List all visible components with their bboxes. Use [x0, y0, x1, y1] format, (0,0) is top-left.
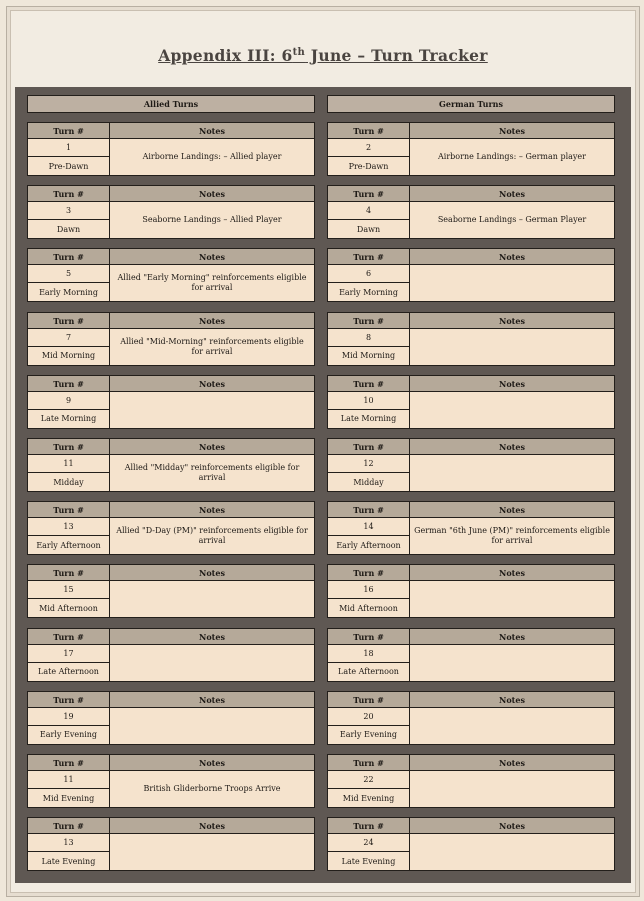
notes-header: Notes: [110, 692, 314, 708]
german-turn-panel: [327, 438, 615, 492]
turn-number-header: Turn #: [28, 755, 110, 771]
turn-notes: [410, 834, 614, 870]
turn-number: 3: [28, 202, 110, 220]
turn-notes: [110, 581, 314, 617]
turn-number: 24: [328, 834, 410, 852]
turn-number: 5: [28, 265, 110, 283]
turn-number: 16: [328, 581, 410, 599]
turn-number-header: Turn #: [328, 123, 410, 139]
turn-phase: Early Morning: [28, 283, 110, 301]
turn-number-header: Turn #: [28, 565, 110, 581]
turn-phase: Late Evening: [28, 852, 110, 870]
turn-number-header: Turn #: [28, 629, 110, 645]
turn-number: 17: [28, 645, 110, 663]
notes-header: Notes: [110, 123, 314, 139]
turn-phase: Mid Evening: [328, 789, 410, 807]
turn-number: 10: [328, 392, 410, 410]
notes-header: Notes: [110, 755, 314, 771]
turn-phase: Mid Afternoon: [328, 599, 410, 617]
turn-phase: Late Afternoon: [28, 663, 110, 681]
turn-notes: [110, 645, 314, 681]
notes-header: Notes: [410, 439, 614, 455]
turn-tracker-board: [15, 87, 631, 883]
turn-number: 13: [28, 518, 110, 536]
allied-turn-panel: [27, 185, 315, 239]
turn-number: 9: [28, 392, 110, 410]
turn-notes: Airborne Landings: – Allied player: [142, 152, 282, 161]
turn-notes: [410, 265, 614, 301]
german-turn-panel: [327, 185, 615, 239]
turn-phase: Dawn: [28, 220, 110, 238]
turn-number: 1: [28, 139, 110, 157]
turn-phase: Mid Afternoon: [28, 599, 110, 617]
notes-header: Notes: [410, 629, 614, 645]
title-main: Appendix III: 6: [158, 46, 293, 65]
allied-turn-panel: [27, 312, 315, 366]
turn-notes: [110, 392, 314, 428]
turn-notes: [410, 581, 614, 617]
turn-number: 20: [328, 708, 410, 726]
notes-header: Notes: [410, 123, 614, 139]
german-turn-panel: [327, 628, 615, 682]
notes-header: Notes: [110, 439, 314, 455]
turn-number-header: Turn #: [328, 186, 410, 202]
turn-notes: Allied "Midday" reinforcements eligible for arrival: [124, 463, 300, 482]
allied-turn-panel: [27, 817, 315, 871]
allied-turn-panel: [27, 754, 315, 808]
turn-number: 19: [28, 708, 110, 726]
turn-phase: Late Afternoon: [328, 663, 410, 681]
allied-turn-panel: [27, 122, 315, 176]
turn-number-header: Turn #: [328, 249, 410, 265]
notes-header: Notes: [410, 818, 614, 834]
turn-phase: Mid Evening: [28, 789, 110, 807]
allied-turn-panel: [27, 501, 315, 555]
turn-number: 18: [328, 645, 410, 663]
turn-number-header: Turn #: [328, 376, 410, 392]
turn-phase: Late Morning: [28, 410, 110, 428]
allied-turn-panel: [27, 564, 315, 618]
notes-header: Notes: [110, 186, 314, 202]
allied-turns-header: Allied Turns: [27, 95, 315, 113]
turn-number: 13: [28, 834, 110, 852]
turn-phase: Early Morning: [328, 283, 410, 301]
turn-phase: Midday: [328, 473, 410, 491]
turn-number-header: Turn #: [328, 439, 410, 455]
german-turn-panel: [327, 501, 615, 555]
turn-phase: Early Evening: [28, 726, 110, 744]
turn-number-header: Turn #: [28, 818, 110, 834]
turn-number-header: Turn #: [328, 629, 410, 645]
notes-header: Notes: [110, 629, 314, 645]
notes-header: Notes: [110, 313, 314, 329]
german-turn-panel: [327, 691, 615, 745]
notes-header: Notes: [410, 376, 614, 392]
turn-number-header: Turn #: [28, 123, 110, 139]
turn-number-header: Turn #: [28, 502, 110, 518]
notes-header: Notes: [110, 502, 314, 518]
turn-number: 6: [328, 265, 410, 283]
turn-phase: Mid Morning: [328, 347, 410, 365]
turn-number-header: Turn #: [328, 313, 410, 329]
turn-number-header: Turn #: [328, 502, 410, 518]
german-turn-panel: [327, 248, 615, 302]
turn-notes: [410, 392, 614, 428]
notes-header: Notes: [410, 565, 614, 581]
notes-header: Notes: [410, 692, 614, 708]
turn-number: 12: [328, 455, 410, 473]
turn-notes: [410, 771, 614, 807]
turn-notes: Seaborne Landings – Allied Player: [142, 215, 282, 225]
turn-notes: German "6th June (PM)" reinforcements eligible for arrival: [414, 526, 610, 546]
turn-notes: [410, 708, 614, 744]
turn-notes: Allied "Early Morning" reinforcements eligible for arrival: [117, 273, 307, 293]
turn-number-header: Turn #: [28, 249, 110, 265]
turn-number-header: Turn #: [28, 376, 110, 392]
turn-number-header: Turn #: [28, 692, 110, 708]
turn-notes: Allied "Mid-Morning" reinforcements eligible for arrival: [120, 336, 304, 356]
notes-header: Notes: [110, 565, 314, 581]
turn-notes: Seaborne Landings – German Player: [437, 215, 587, 225]
page-title: [7, 46, 639, 65]
german-turn-panel: [327, 564, 615, 618]
turn-phase: Pre-Dawn: [328, 157, 410, 175]
title-rest: June – Turn Tracker: [305, 46, 488, 65]
turn-number-header: Turn #: [28, 439, 110, 455]
allied-turn-panel: [27, 691, 315, 745]
german-turns-header: German Turns: [327, 95, 615, 113]
notes-header: Notes: [410, 186, 614, 202]
turn-phase: Late Evening: [328, 852, 410, 870]
notes-header: Notes: [110, 249, 314, 265]
turn-number: 4: [328, 202, 410, 220]
turn-phase: Late Morning: [328, 410, 410, 428]
turn-phase: Mid Morning: [28, 347, 110, 365]
turn-phase: Dawn: [328, 220, 410, 238]
notes-header: Notes: [410, 502, 614, 518]
turn-notes: [110, 708, 314, 744]
turn-number-header: Turn #: [328, 818, 410, 834]
turn-number: 2: [328, 139, 410, 157]
turn-number-header: Turn #: [328, 692, 410, 708]
turn-number-header: Turn #: [328, 755, 410, 771]
allied-turn-panel: [27, 628, 315, 682]
turn-phase: Early Afternoon: [28, 536, 110, 554]
turn-number: 14: [328, 518, 410, 536]
turn-notes: British Gliderborne Troops Arrive: [143, 784, 281, 793]
german-turn-panel: [327, 122, 615, 176]
german-turn-panel: [327, 375, 615, 429]
notes-header: Notes: [110, 376, 314, 392]
turn-phase: Early Evening: [328, 726, 410, 744]
notes-header: Notes: [110, 818, 314, 834]
notes-header: Notes: [410, 313, 614, 329]
turn-number: 8: [328, 329, 410, 347]
turn-number-header: Turn #: [28, 313, 110, 329]
allied-turn-panel: [27, 438, 315, 492]
turn-number: 7: [28, 329, 110, 347]
german-turn-panel: [327, 312, 615, 366]
turn-number: 11: [28, 455, 110, 473]
turn-notes: Airborne Landings: – German player: [438, 152, 586, 161]
german-turn-panel: [327, 817, 615, 871]
allied-turn-panel: [27, 248, 315, 302]
turn-notes: [410, 455, 614, 491]
notes-header: Notes: [410, 755, 614, 771]
turn-notes: [410, 329, 614, 365]
turn-phase: Early Afternoon: [328, 536, 410, 554]
turn-phase: Midday: [28, 473, 110, 491]
notes-header: Notes: [410, 249, 614, 265]
turn-number: 22: [328, 771, 410, 789]
german-turn-panel: [327, 754, 615, 808]
turn-notes: Allied "D-Day (PM)" reinforcements eligible for arrival: [116, 526, 308, 546]
turn-number-header: Turn #: [28, 186, 110, 202]
turn-number: 11: [28, 771, 110, 789]
turn-notes: [110, 834, 314, 870]
turn-notes: [410, 645, 614, 681]
turn-number: 15: [28, 581, 110, 599]
title-superscript: th: [292, 46, 306, 58]
turn-number-header: Turn #: [328, 565, 410, 581]
allied-turn-panel: [27, 375, 315, 429]
turn-phase: Pre-Dawn: [28, 157, 110, 175]
